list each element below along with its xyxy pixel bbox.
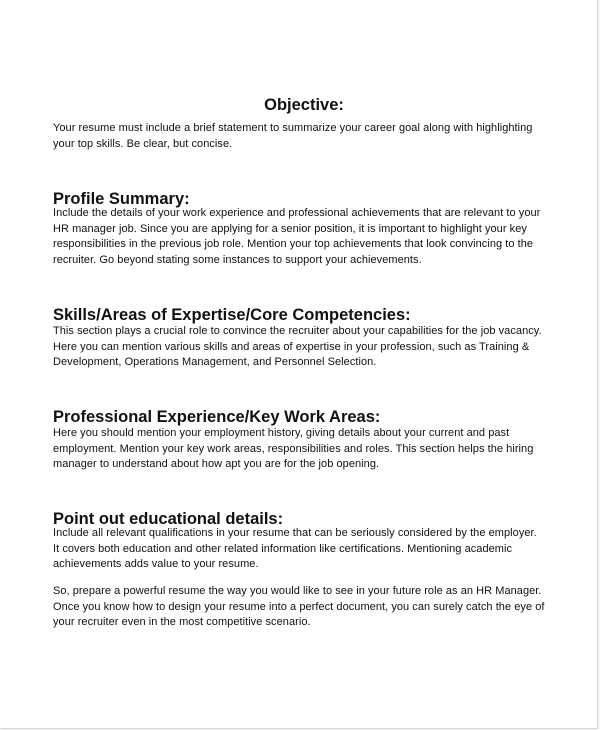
section-heading-educational-details: Point out educational details:	[53, 510, 284, 528]
section-heading-objective: Objective:	[264, 96, 344, 114]
skills-paragraph: This section plays a crucial role to convince the recruiter about your capabilities for the job vacancy. Here you can mention various skills and areas of expertise in your profession, such as Training & Development, Operations Management, and Personnel Selection.	[53, 325, 542, 369]
section-heading-skills: Skills/Areas of Expertise/Core Competencies:	[53, 306, 411, 324]
profile-summary-paragraph: Include the details of your work experience and professional achievements that are relevant to your HR manager job. Since you are applying for a senior position, it is important to highlight your key responsibilities in the previous job role. Mention your top achievements that look convincing to the recruiter. Go beyond stating some instances to support your achievements.	[53, 207, 541, 266]
section-heading-professional-experience: Professional Experience/Key Work Areas:	[53, 408, 381, 426]
professional-experience-paragraph: Here you should mention your employment history, giving details about your current and past employment. Mention your key work areas, responsibilities and roles. This section helps the hiring manager to understand about how apt you are for the job opening.	[53, 427, 534, 471]
section-heading-profile-summary: Profile Summary:	[53, 190, 190, 208]
objective-paragraph: Your resume must include a brief statement to summarize your career goal along with highlighting your top skills. Be clear, but concise.	[53, 122, 533, 150]
educational-details-paragraph: Include all relevant qualifications in your resume that can be seriously considered by the employer. It covers both education and other related information like certifications. Mentioning academic achievements adds value to your resume.	[53, 527, 537, 571]
closing-paragraph: So, prepare a powerful resume the way you would like to see in your future role as an HR Manager. Once you know how to design your resume into a perfect document, you can surely catch the eye of your recruiter even in the most competitive scenario.	[53, 585, 545, 629]
